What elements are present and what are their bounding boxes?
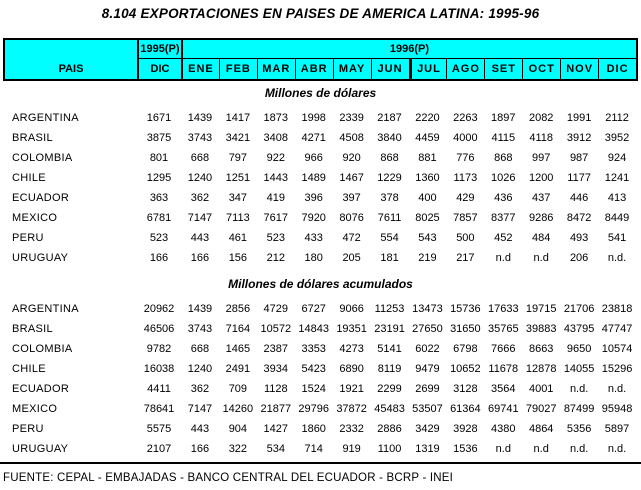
source-note: FUENTE: CEPAL - EMBAJADAS - BANCO CENTRAL DEL ECUADOR - BCRP - INEI: [3, 472, 454, 484]
dic-1995-header: DIC: [137, 58, 181, 79]
value-cell: 2220: [415, 112, 440, 124]
value-cell: 1860: [301, 423, 326, 435]
value-cell: 322: [228, 443, 248, 455]
month-header-mar-2: MAR: [257, 58, 295, 79]
value-cell: 2112: [605, 112, 629, 124]
value-cell: 1241: [604, 172, 630, 184]
value-cell: n.d: [533, 252, 549, 264]
country-label: BRASIL: [12, 132, 53, 144]
value-cell: 15736: [450, 303, 481, 315]
value-cell: 3421: [225, 132, 251, 144]
value-cell: n.d.: [607, 443, 627, 455]
value-cell: 21706: [563, 303, 595, 315]
table-row-peru: [5, 228, 636, 248]
value-cell: n.d.: [607, 252, 627, 264]
month-header-ago-7: AGO: [446, 58, 484, 79]
value-cell: 461: [228, 232, 248, 244]
value-cell: 219: [418, 252, 437, 264]
value-cell: 523: [266, 232, 285, 244]
month-header-dic-11: DIC: [598, 58, 636, 79]
value-cell: 6890: [339, 363, 364, 375]
value-cell: 3408: [263, 132, 289, 144]
value-cell: 47747: [601, 323, 633, 335]
value-cell: 16038: [143, 363, 175, 375]
value-cell: 1873: [263, 112, 289, 124]
value-cell: 45483: [374, 403, 405, 415]
value-cell: 9650: [566, 343, 592, 355]
value-cell: 6781: [146, 212, 172, 224]
value-cell: 4000: [453, 132, 478, 144]
value-cell: 43795: [563, 323, 595, 335]
value-cell: 4729: [263, 303, 289, 315]
value-cell: 493: [569, 232, 589, 244]
value-cell: 868: [380, 152, 399, 164]
value-cell: 9479: [415, 363, 440, 375]
value-cell: 79027: [525, 403, 557, 415]
value-cell: 429: [456, 192, 475, 204]
value-cell: 4459: [415, 132, 440, 144]
header-table: [3, 38, 638, 81]
value-cell: 1200: [528, 172, 554, 184]
table-row-brasil: [5, 128, 636, 148]
value-cell: 534: [266, 443, 285, 455]
country-label: ECUADOR: [12, 383, 70, 395]
value-cell: 484: [532, 232, 551, 244]
value-cell: 4864: [528, 423, 554, 435]
value-cell: n.d: [495, 252, 511, 264]
value-cell: 14055: [563, 363, 595, 375]
value-cell: 6022: [415, 343, 440, 355]
table-row-colombia: [5, 148, 636, 168]
value-cell: 2082: [528, 112, 554, 124]
value-cell: 87499: [563, 403, 595, 415]
value-cell: 2856: [225, 303, 251, 315]
pais-column-header: PAIS: [58, 63, 84, 75]
value-cell: 3840: [377, 132, 402, 144]
value-cell: 3875: [146, 132, 172, 144]
value-cell: 7611: [377, 212, 402, 224]
value-cell: 452: [494, 232, 513, 244]
value-cell: 541: [607, 232, 627, 244]
value-cell: 23818: [601, 303, 633, 315]
value-cell: 1295: [146, 172, 172, 184]
month-header-jul-6: JUL: [409, 58, 447, 79]
value-cell: 881: [418, 152, 437, 164]
value-cell: 4273: [339, 343, 364, 355]
country-label: CHILE: [12, 363, 46, 375]
value-cell: 4271: [301, 132, 326, 144]
value-cell: 1177: [567, 172, 591, 184]
month-header-set-8: SET: [484, 58, 522, 79]
value-cell: n.d.: [569, 383, 589, 395]
value-cell: n.d: [495, 443, 511, 455]
month-header-feb-1: FEB: [219, 58, 257, 79]
value-cell: 8663: [528, 343, 554, 355]
value-cell: 8076: [339, 212, 364, 224]
country-label: URUGUAY: [12, 252, 69, 264]
value-cell: 419: [266, 192, 285, 204]
value-cell: 1465: [225, 343, 251, 355]
table-row-chile: [5, 168, 636, 188]
value-cell: 2299: [377, 383, 402, 395]
year-1995-header: 1995(P): [137, 40, 181, 58]
value-cell: 27650: [412, 323, 443, 335]
value-cell: 7666: [491, 343, 516, 355]
value-cell: 347: [228, 192, 248, 204]
value-cell: 4118: [529, 132, 554, 144]
value-cell: 10574: [601, 343, 633, 355]
value-cell: 61364: [450, 403, 481, 415]
value-cell: 924: [607, 152, 627, 164]
value-cell: 2387: [263, 343, 289, 355]
value-cell: 8025: [415, 212, 440, 224]
country-label: MEXICO: [12, 212, 58, 224]
table-row-ecuador: [5, 379, 636, 399]
value-cell: 2339: [339, 112, 364, 124]
table-row-peru: [5, 419, 636, 439]
value-cell: 7857: [453, 212, 478, 224]
bottom-rule: [0, 462, 641, 464]
value-cell: 1026: [491, 172, 516, 184]
month-header-oct-9: OCT: [522, 58, 560, 79]
month-header-may-4: MAY: [333, 58, 371, 79]
value-cell: 2332: [339, 423, 364, 435]
value-cell: 29796: [298, 403, 329, 415]
country-label: CHILE: [12, 172, 46, 184]
value-cell: 4001: [528, 383, 554, 395]
value-cell: n.d.: [569, 443, 589, 455]
section-acumulados-rows: [3, 299, 638, 459]
value-cell: 206: [569, 252, 589, 264]
value-cell: 1427: [263, 423, 289, 435]
value-cell: 363: [149, 192, 169, 204]
country-label: ECUADOR: [12, 192, 70, 204]
value-cell: 205: [342, 252, 361, 264]
value-cell: 17633: [487, 303, 519, 315]
value-cell: 400: [418, 192, 437, 204]
value-cell: 10572: [260, 323, 292, 335]
value-cell: 15296: [601, 363, 633, 375]
value-cell: 868: [494, 152, 513, 164]
value-cell: 9286: [528, 212, 554, 224]
value-cell: 2699: [415, 383, 440, 395]
value-cell: 7147: [187, 403, 213, 415]
value-cell: 35765: [487, 323, 519, 335]
value-cell: 69741: [487, 403, 519, 415]
value-cell: 436: [494, 192, 513, 204]
value-cell: 39883: [525, 323, 557, 335]
value-cell: 904: [228, 423, 248, 435]
month-header-jun-5: JUN: [371, 58, 409, 79]
section-title-acumulados: Millones de dólares acumulados: [228, 277, 413, 291]
value-cell: 987: [569, 152, 589, 164]
value-cell: 46506: [143, 323, 175, 335]
value-cell: 1991: [566, 112, 592, 124]
table-row-chile: [5, 359, 636, 379]
value-cell: 1240: [187, 172, 213, 184]
value-cell: 5575: [146, 423, 172, 435]
value-cell: 1467: [339, 172, 364, 184]
country-label: MEXICO: [12, 403, 58, 415]
value-cell: 9066: [339, 303, 364, 315]
value-cell: 3564: [491, 383, 516, 395]
value-cell: 23191: [374, 323, 405, 335]
value-cell: 6727: [301, 303, 326, 315]
value-cell: 997: [532, 152, 551, 164]
country-label: ARGENTINA: [12, 112, 79, 124]
value-cell: 378: [380, 192, 399, 204]
value-cell: 5356: [566, 423, 592, 435]
value-cell: 3743: [187, 323, 213, 335]
value-cell: 3353: [301, 343, 326, 355]
value-cell: 1439: [187, 112, 213, 124]
value-cell: 180: [304, 252, 323, 264]
value-cell: 920: [342, 152, 361, 164]
value-cell: 1524: [301, 383, 326, 395]
value-cell: 4115: [491, 132, 516, 144]
value-cell: 3912: [566, 132, 592, 144]
value-cell: 1100: [377, 443, 402, 455]
value-cell: 3934: [263, 363, 289, 375]
value-cell: 2886: [377, 423, 402, 435]
value-cell: 1897: [491, 112, 516, 124]
value-cell: 21877: [260, 403, 292, 415]
value-cell: 1173: [453, 172, 478, 184]
month-header-ene-0: ENE: [181, 58, 219, 79]
value-cell: 776: [456, 152, 475, 164]
value-cell: 1439: [187, 303, 213, 315]
table-row-mexico: [5, 399, 636, 419]
country-label: PERU: [12, 423, 44, 435]
value-cell: 14260: [222, 403, 254, 415]
value-cell: 919: [342, 443, 361, 455]
value-cell: 156: [228, 252, 248, 264]
value-cell: 668: [190, 152, 210, 164]
value-cell: 8377: [491, 212, 516, 224]
value-cell: 11253: [374, 303, 405, 315]
country-label: COLOMBIA: [12, 343, 73, 355]
table-row-uruguay: [5, 248, 636, 268]
value-cell: 1489: [301, 172, 326, 184]
value-cell: 1536: [453, 443, 478, 455]
value-cell: 966: [304, 152, 323, 164]
country-label: ARGENTINA: [12, 303, 79, 315]
value-cell: 1128: [263, 383, 288, 395]
value-cell: 797: [228, 152, 248, 164]
value-cell: 362: [190, 383, 210, 395]
value-cell: 1998: [301, 112, 326, 124]
value-cell: 19351: [336, 323, 367, 335]
value-cell: 1319: [415, 443, 440, 455]
value-cell: n.d: [533, 443, 549, 455]
value-cell: 437: [532, 192, 551, 204]
page-title: 8.104 EXPORTACIONES EN PAISES DE AMERICA LATINA: 1995-96: [101, 6, 540, 21]
value-cell: 397: [342, 192, 361, 204]
value-cell: 396: [304, 192, 323, 204]
value-cell: 6798: [453, 343, 478, 355]
value-cell: 9782: [146, 343, 172, 355]
value-cell: 1360: [415, 172, 440, 184]
value-cell: 709: [228, 383, 248, 395]
value-cell: 2107: [146, 443, 172, 455]
value-cell: 3128: [453, 383, 478, 395]
table-row-ecuador: [5, 188, 636, 208]
value-cell: 1443: [263, 172, 289, 184]
month-header-abr-3: ABR: [295, 58, 333, 79]
value-cell: 8119: [377, 363, 402, 375]
value-cell: 4380: [491, 423, 516, 435]
value-cell: 523: [149, 232, 169, 244]
value-cell: 3429: [415, 423, 440, 435]
value-cell: 8449: [604, 212, 630, 224]
value-cell: 12878: [525, 363, 557, 375]
value-cell: 801: [149, 152, 169, 164]
value-cell: 446: [569, 192, 589, 204]
value-cell: 554: [380, 232, 399, 244]
value-cell: 212: [266, 252, 285, 264]
value-cell: 3743: [187, 132, 213, 144]
section-millones-rows: [3, 108, 638, 268]
value-cell: 714: [304, 443, 323, 455]
value-cell: 20962: [143, 303, 175, 315]
value-cell: 7164: [225, 323, 251, 335]
table-row-colombia: [5, 339, 636, 359]
country-label: COLOMBIA: [12, 152, 73, 164]
value-cell: 7113: [226, 212, 250, 224]
value-cell: 8472: [566, 212, 592, 224]
section-title-millones: Millones de dólares: [264, 86, 377, 100]
value-cell: 10652: [450, 363, 481, 375]
value-cell: 5897: [604, 423, 630, 435]
table-row-uruguay: [5, 439, 636, 459]
table-row-argentina: [5, 299, 636, 319]
value-cell: 2187: [377, 112, 402, 124]
value-cell: 4508: [339, 132, 364, 144]
value-cell: 166: [149, 252, 169, 264]
value-cell: 14843: [298, 323, 329, 335]
month-header-nov-10: NOV: [560, 58, 598, 79]
value-cell: 37872: [336, 403, 367, 415]
value-cell: 5423: [301, 363, 326, 375]
value-cell: 500: [456, 232, 475, 244]
value-cell: 1921: [339, 383, 364, 395]
value-cell: 5141: [377, 343, 402, 355]
value-cell: 1229: [377, 172, 402, 184]
value-cell: 472: [342, 232, 361, 244]
table-row-brasil: [5, 319, 636, 339]
value-cell: 3928: [453, 423, 478, 435]
value-cell: 78641: [143, 403, 175, 415]
country-label: URUGUAY: [12, 443, 69, 455]
value-cell: 443: [190, 423, 210, 435]
value-cell: 95948: [601, 403, 633, 415]
value-cell: 2491: [225, 363, 251, 375]
value-cell: 362: [190, 192, 210, 204]
value-cell: 1417: [225, 112, 251, 124]
value-cell: 166: [190, 252, 210, 264]
value-cell: 31650: [450, 323, 481, 335]
year-1996-header: 1996(P): [181, 40, 636, 58]
value-cell: 4411: [147, 383, 171, 395]
value-cell: 7920: [301, 212, 326, 224]
table-row-mexico: [5, 208, 636, 228]
value-cell: 413: [607, 192, 627, 204]
value-cell: 1251: [225, 172, 251, 184]
value-cell: 53507: [412, 403, 443, 415]
value-cell: 2263: [453, 112, 478, 124]
value-cell: n.d.: [607, 383, 627, 395]
value-cell: 922: [266, 152, 285, 164]
table-row-argentina: [5, 108, 636, 128]
country-label: PERU: [12, 232, 44, 244]
value-cell: 7147: [187, 212, 213, 224]
country-label: BRASIL: [12, 323, 53, 335]
value-cell: 19715: [525, 303, 557, 315]
value-cell: 166: [190, 443, 210, 455]
value-cell: 543: [418, 232, 437, 244]
value-cell: 13473: [412, 303, 443, 315]
value-cell: 3952: [604, 132, 630, 144]
value-cell: 433: [304, 232, 323, 244]
value-cell: 217: [456, 252, 475, 264]
value-cell: 1671: [146, 112, 172, 124]
value-cell: 668: [190, 343, 210, 355]
value-cell: 181: [380, 252, 399, 264]
value-cell: 443: [190, 232, 210, 244]
value-cell: 7617: [263, 212, 289, 224]
value-cell: 11678: [488, 363, 519, 375]
value-cell: 1240: [187, 363, 213, 375]
